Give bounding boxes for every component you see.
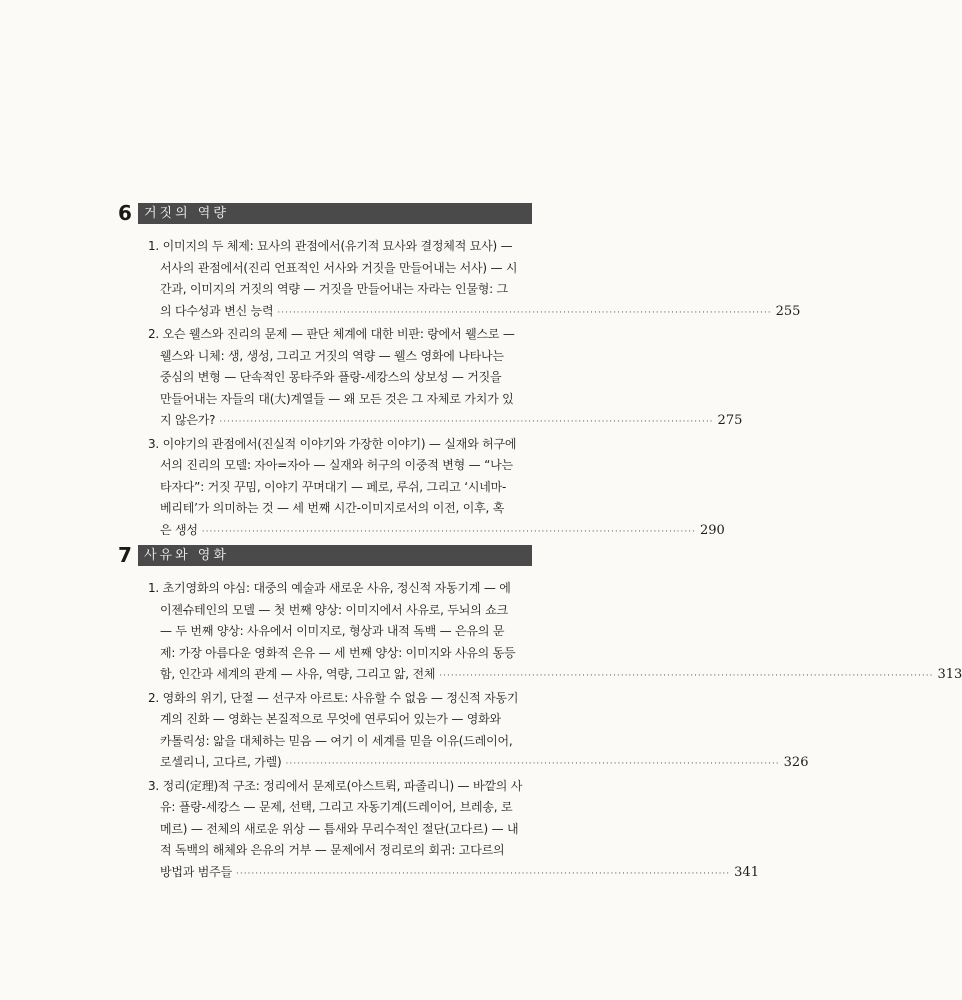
chapter-6	[118, 201, 801, 543]
dot-leader	[439, 666, 933, 688]
toc-line: 서사의 관점에서(진리 언표적인 서사와 거짓을 만들어내는 서사) — 시	[160, 260, 518, 275]
toc-line-with-page	[148, 301, 801, 325]
toc-line: 1. 초기영화의 야심: 대중의 예술과 새로운 사유, 정신적 자동기계 — 에	[148, 581, 511, 595]
chapter-number: 7	[118, 543, 132, 567]
page-number: 341	[734, 864, 759, 880]
toc-line: 2. 오슨 웰스와 진리의 문제 — 판단 체계에 대한 비판: 랑에서 웰스로 —	[148, 327, 515, 341]
toc-line-with-page	[148, 410, 743, 434]
dot-leader	[219, 412, 713, 434]
toc-line: 메르) — 전체의 새로운 위상 — 틈새와 무리수적인 절단(고다르) — 내	[160, 821, 519, 836]
toc-line: 유: 플랑-세캉스 — 문제, 선택, 그리고 자동기계(드레이어, 브레송, 로	[160, 800, 513, 814]
page-number: 255	[775, 303, 801, 319]
dot-leader	[285, 754, 779, 776]
toc-entry[interactable]	[118, 236, 801, 324]
chapter-title: 사유와 영화	[138, 545, 532, 566]
toc-line: 카톨릭성: 앎을 대체하는 믿음 — 여기 이 세계를 믿을 이유(드레이어,	[160, 733, 513, 748]
toc-entries	[118, 236, 801, 543]
toc-line: 2. 영화의 위기, 단절 — 선구자 아르토: 사유할 수 없음 — 정신적 자동기	[148, 690, 519, 705]
chapter-heading	[118, 203, 532, 224]
toc-line: 은 생성	[160, 522, 198, 537]
toc-line: 만들어내는 자들의 대(大)계열들 — 왜 모든 것은 그 자체로 가치가 있	[160, 391, 514, 406]
toc-entry[interactable]	[118, 578, 962, 688]
toc-line: 간과, 이미지의 거짓의 역량 — 거짓을 만들어내는 자라는 인물형: 그	[160, 282, 508, 296]
toc-line: 3. 정리(定理)적 구조: 정리에서 문제로(아스트뤽, 파졸리니) — 바깥의 사	[148, 778, 523, 793]
dot-leader	[202, 522, 696, 544]
page-number: 326	[783, 755, 809, 770]
toc-line: 타자다”: 거짓 꾸밈, 이야기 꾸며대기 — 페로, 루쉬, 그리고 ‘시네마-	[160, 479, 507, 494]
toc-entry[interactable]	[118, 434, 725, 544]
toc-entry[interactable]	[118, 688, 809, 776]
toc-line: — 두 번째 양상: 사유에서 이미지로, 형상과 내적 독백 — 은유의 문	[160, 624, 505, 638]
toc-line: 중심의 변형 — 단속적인 몽타주와 플랑-세캉스의 상보성 — 거짓을	[160, 370, 502, 384]
toc-line: 3. 이야기의 관점에서(진실적 이야기와 가장한 이야기) — 실재와 허구에	[148, 436, 517, 451]
dot-leader	[236, 864, 730, 886]
toc-line: 지 않은가?	[160, 413, 216, 427]
toc-entry[interactable]	[118, 776, 759, 886]
toc-line-with-page	[148, 862, 759, 886]
page-number: 290	[699, 522, 725, 538]
page-number: 313	[937, 667, 962, 682]
toc-line: 제: 가장 아름다운 영화적 은유 — 세 번째 양상: 이미지와 사유의 동등	[160, 645, 516, 660]
toc-line: 1. 이미지의 두 체제: 묘사의 관점에서(유기적 묘사와 결정체적 묘사) —	[148, 239, 513, 253]
chapter-title: 거짓의 역량	[138, 203, 532, 224]
toc-line: 로셀리니, 고다르, 가렐)	[160, 755, 282, 769]
toc-line-with-page	[148, 664, 962, 688]
toc-line: 의 다수성과 변신 능력	[160, 303, 274, 318]
page-number: 275	[717, 413, 743, 428]
chapter-heading	[118, 545, 532, 566]
toc-line: 함, 인간과 세계의 관계 — 사유, 역량, 그리고 앎, 전체	[160, 667, 436, 681]
toc-line: 웰스와 니체: 생, 생성, 그리고 거짓의 역량 — 웰스 영화에 나타나는	[160, 348, 504, 363]
toc-line: 서의 진리의 모델: 자아=자아 — 실재와 허구의 이중적 변형 — “나는	[160, 458, 513, 472]
toc-line-with-page	[148, 752, 809, 776]
toc-line: 이젠슈테인의 모델 — 첫 번째 양상: 이미지에서 사유로, 두뇌의 쇼크	[160, 602, 508, 617]
toc-line-with-page	[148, 520, 725, 544]
toc-line: 적 독백의 해체와 은유의 거부 — 문제에서 정리로의 회귀: 고다르의	[160, 843, 505, 857]
chapter-7	[118, 543, 962, 885]
toc-line: 베리테’가 의미하는 것 — 세 번째 시간-이미지로서의 이전, 이후, 혹	[160, 501, 505, 515]
toc-line: 계의 진화 — 영화는 본질적으로 무엇에 연루되어 있는가 — 영화와	[160, 712, 501, 726]
toc-line: 방법과 범주들	[160, 864, 232, 879]
toc-entries	[118, 578, 962, 885]
chapter-number: 6	[118, 201, 132, 225]
toc-entry[interactable]	[118, 324, 743, 434]
dot-leader	[277, 303, 771, 325]
